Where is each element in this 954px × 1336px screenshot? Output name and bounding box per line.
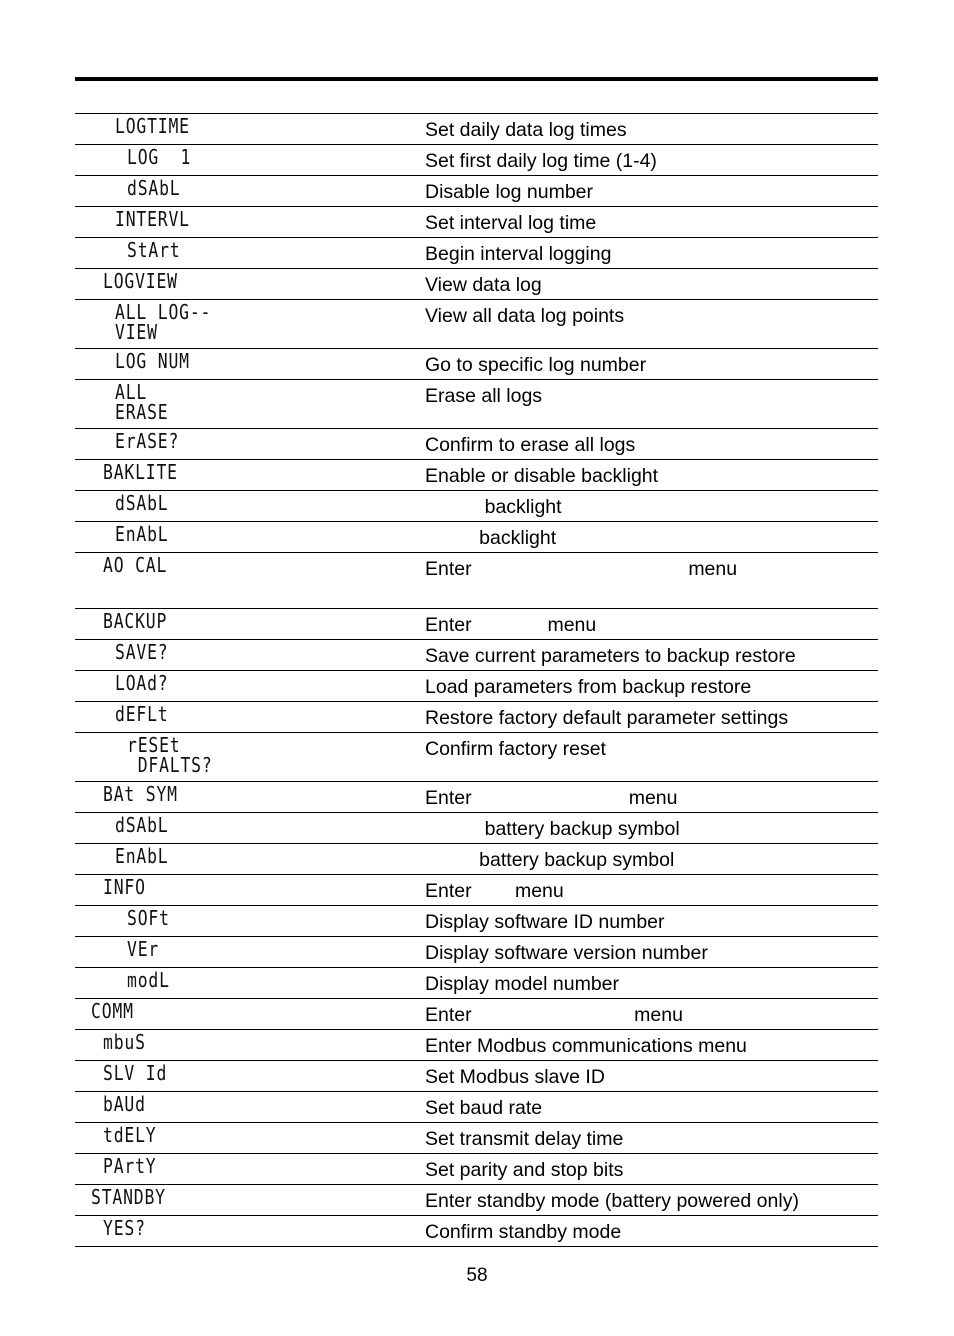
display-code: EnAbL: [115, 844, 169, 868]
display-code: mbuS: [103, 1030, 146, 1054]
display-code: SAVE?: [115, 640, 169, 664]
table-row: [75, 429, 878, 460]
table-row: [75, 671, 878, 702]
display-code: LOG 1: [127, 145, 192, 169]
description: Enter menu: [425, 558, 738, 580]
description: Begin interval logging: [425, 243, 612, 265]
table-row: [75, 906, 878, 937]
table-row: [75, 968, 878, 999]
description: Load parameters from backup restore: [425, 676, 752, 698]
description: Save current parameters to backup restore: [425, 645, 796, 667]
table-row: [75, 522, 878, 553]
table-row: [75, 733, 878, 782]
table-row: [75, 380, 878, 429]
table-row: [75, 300, 878, 349]
table-row: [75, 1123, 878, 1154]
description: Go to specific log number: [425, 354, 647, 376]
table-row: [75, 553, 878, 609]
description: backlight: [425, 496, 562, 518]
display-code: AO CAL: [103, 553, 168, 577]
description: Enter Modbus communications menu: [425, 1035, 747, 1057]
display-code: StArt: [127, 238, 181, 262]
table-row: [75, 269, 878, 300]
header-rule: [75, 77, 878, 81]
description: Set interval log time: [425, 212, 597, 234]
table-row: [75, 937, 878, 968]
display-code: VEr: [127, 937, 160, 961]
description: Enter menu: [425, 614, 597, 636]
description: Erase all logs: [425, 385, 543, 407]
description: Enter standby mode (battery powered only): [425, 1190, 799, 1212]
display-code: bAUd: [103, 1092, 146, 1116]
table-row: [75, 460, 878, 491]
display-code-line2: DFALTS?: [127, 753, 213, 777]
display-code: BAt SYM: [103, 782, 178, 806]
description: Set transmit delay time: [425, 1128, 624, 1150]
display-code: BACKUP: [103, 609, 168, 633]
display-code: YES?: [103, 1216, 146, 1240]
display-code: EnAbL: [115, 522, 169, 546]
table-row: [75, 702, 878, 733]
display-code-line2: VIEW: [115, 320, 158, 344]
page-number: 58: [466, 1265, 488, 1286]
table-row: [75, 145, 878, 176]
display-code: dSAbL: [115, 813, 169, 837]
description: View data log: [425, 274, 542, 296]
description: Display software ID number: [425, 911, 665, 933]
display-code: PArtY: [103, 1154, 157, 1178]
table-row: [75, 1061, 878, 1092]
display-code: INTERVL: [115, 207, 190, 231]
menu-table: [75, 113, 878, 1247]
description: Disable log number: [425, 181, 594, 203]
table-row: [75, 114, 878, 145]
display-code: STANDBY: [91, 1185, 166, 1209]
table-row: [75, 1092, 878, 1123]
table-row: [75, 1030, 878, 1061]
description: Enter menu: [425, 1004, 683, 1026]
table-row: [75, 999, 878, 1030]
display-code: LOG NUM: [115, 349, 190, 373]
display-code: ALL: [115, 380, 148, 404]
description: Set parity and stop bits: [425, 1159, 624, 1181]
description: View all data log points: [425, 305, 625, 327]
description: Enable or disable backlight: [425, 465, 659, 487]
description: Confirm standby mode: [425, 1221, 622, 1243]
table-row: [75, 640, 878, 671]
display-code: dSAbL: [115, 491, 169, 515]
table-row: [75, 813, 878, 844]
display-code-line2: ERASE: [115, 400, 169, 424]
display-code: LOAd?: [115, 671, 169, 695]
description: Set daily data log times: [425, 119, 627, 141]
description: Restore factory default parameter settings: [425, 707, 789, 729]
table-row: [75, 238, 878, 269]
table-row: [75, 176, 878, 207]
display-code: ErASE?: [115, 429, 180, 453]
description: Display software version number: [425, 942, 708, 964]
display-code: ALL LOG--: [115, 300, 212, 324]
display-code: dEFLt: [115, 702, 169, 726]
display-code: modL: [127, 968, 170, 992]
display-code: rESEt: [127, 733, 181, 757]
display-code: SLV Id: [103, 1061, 168, 1085]
description: Set Modbus slave ID: [425, 1066, 605, 1088]
description: battery backup symbol: [425, 818, 680, 840]
table-row: [75, 349, 878, 380]
description: battery backup symbol: [425, 849, 675, 871]
display-code: SOFt: [127, 906, 170, 930]
description: Display model number: [425, 973, 620, 995]
display-code: tdELY: [103, 1123, 157, 1147]
table-row: [75, 207, 878, 238]
table-row: [75, 875, 878, 906]
table-row: [75, 1216, 878, 1247]
display-code: dSAbL: [127, 176, 181, 200]
table-row: [75, 609, 878, 640]
description: Confirm factory reset: [425, 738, 606, 760]
description: Enter menu: [425, 787, 678, 809]
display-code: LOGTIME: [115, 114, 190, 138]
display-code: COMM: [91, 999, 134, 1023]
description: Set first daily log time (1-4): [425, 150, 657, 172]
description: Enter menu: [425, 880, 564, 902]
table-row: [75, 1185, 878, 1216]
description: backlight: [425, 527, 557, 549]
table-row: [75, 491, 878, 522]
description: Confirm to erase all logs: [425, 434, 636, 456]
display-code: LOGVIEW: [103, 269, 178, 293]
display-code: BAKLITE: [103, 460, 178, 484]
table-row: [75, 844, 878, 875]
table-row: [75, 782, 878, 813]
description: Set baud rate: [425, 1097, 543, 1119]
display-code: INFO: [103, 875, 146, 899]
table-row: [75, 1154, 878, 1185]
